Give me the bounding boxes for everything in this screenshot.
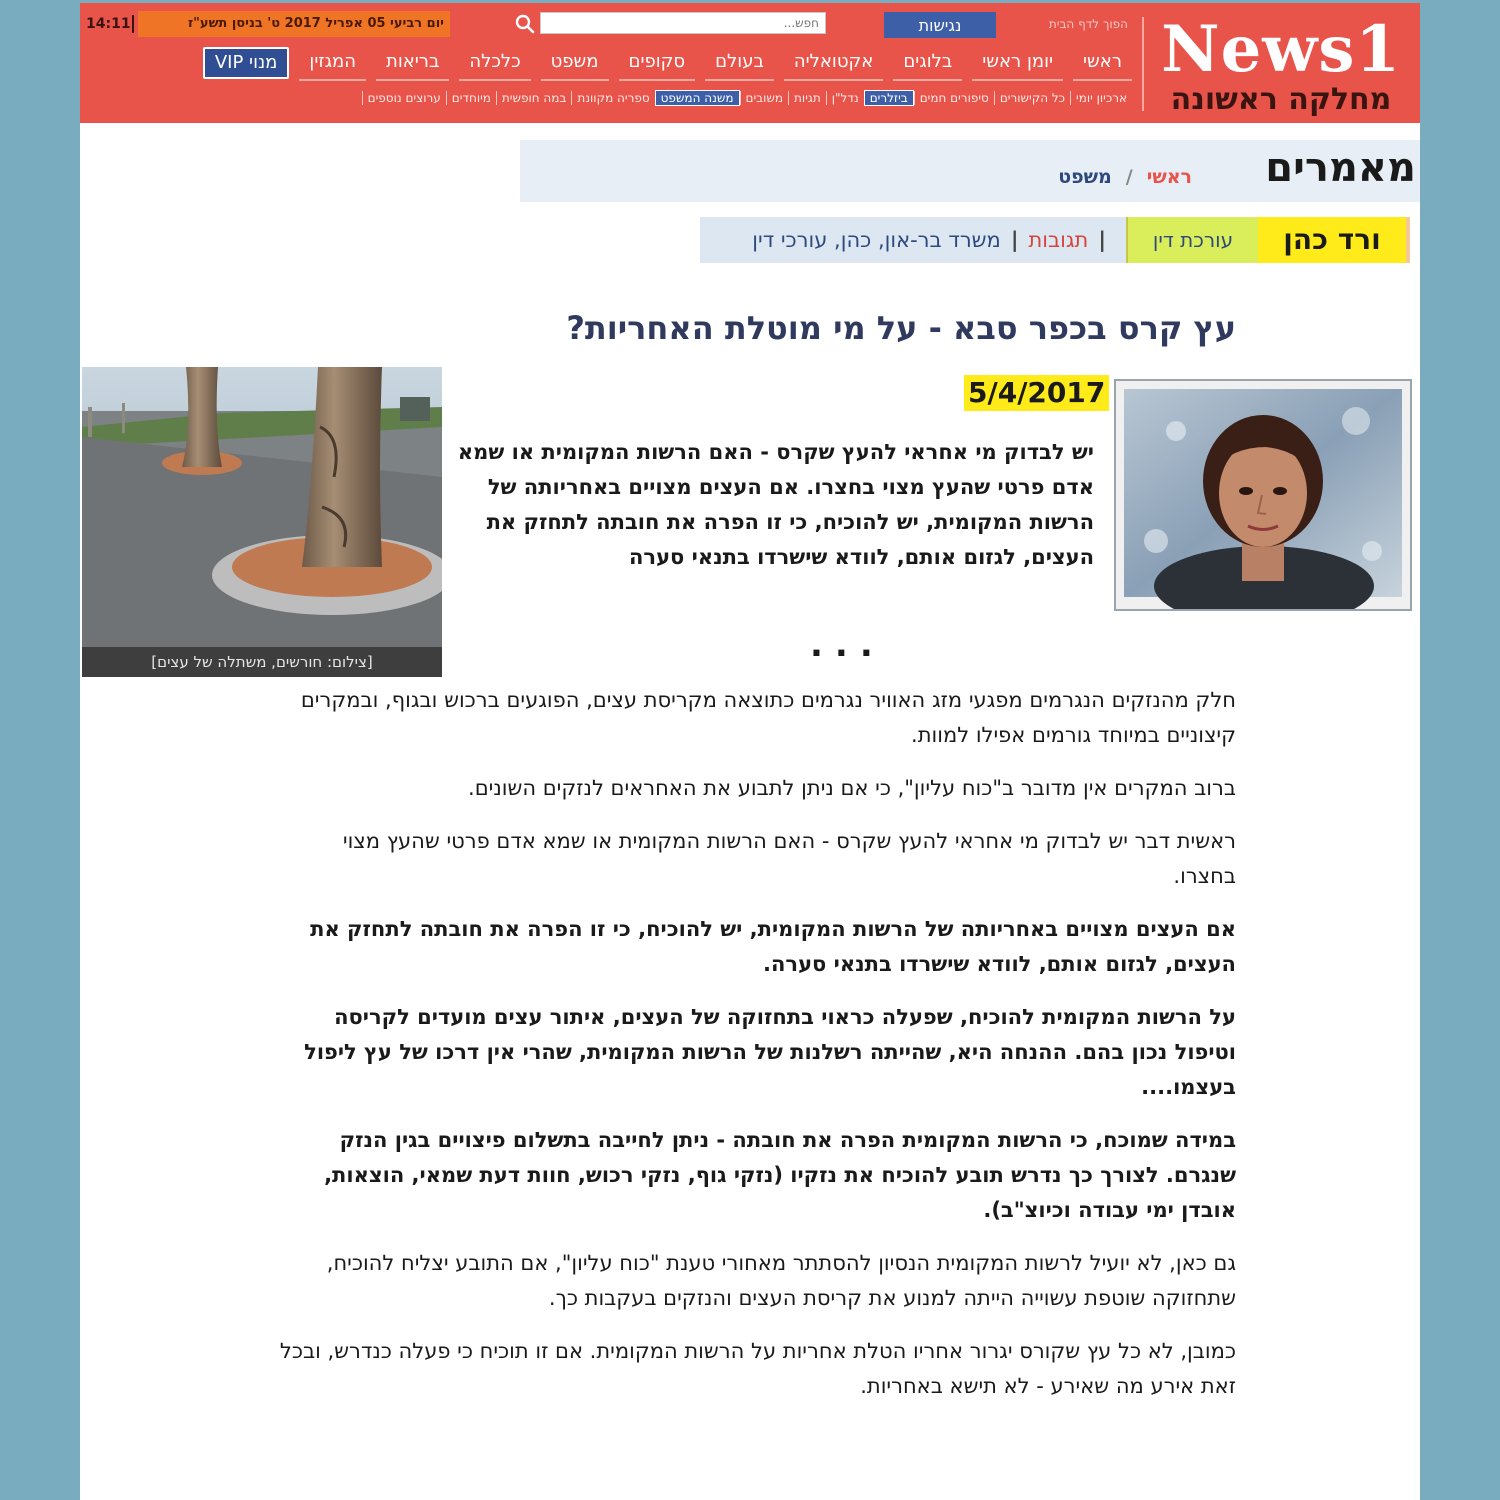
subnav-hot-stories[interactable]: סיפורים חמים <box>914 91 994 105</box>
author-name[interactable]: ורד כהן <box>1258 217 1410 263</box>
set-homepage-link[interactable]: הפוך לדף הבית <box>1048 17 1128 31</box>
logo-tagline: מחלקה ראשונה <box>1170 82 1392 117</box>
subnav-feedback[interactable]: משובים <box>740 91 789 105</box>
nav-item-blogs[interactable]: בלוגים <box>893 47 962 81</box>
site-header <box>80 3 1420 123</box>
subnav-tags[interactable]: תגיות <box>788 91 826 105</box>
author-bar-divider: | <box>1010 228 1019 252</box>
accessibility-button[interactable]: נגישות <box>884 12 996 38</box>
nav-item-vip[interactable]: מנוי VIP <box>203 47 290 79</box>
article-headline: עץ קרס בכפר סבא - על מי מוטלת האחריות? <box>566 309 1236 347</box>
nav-item-economy[interactable]: כלכלה <box>459 47 530 81</box>
subnav-free-stage[interactable]: במה חופשית <box>496 91 571 105</box>
page <box>80 3 1420 1500</box>
nav-item-law[interactable]: משפט <box>541 47 609 81</box>
subnav-more-channels[interactable]: ערוצים נוספים <box>362 91 446 105</box>
separator-dots: ... <box>810 625 885 665</box>
site-logo[interactable] <box>1156 12 1406 117</box>
article-paragraph: על הרשות המקומית להוכיח, שפעלה כראוי בתחזוקה של העצים, איתור עצים מועדים לקריסה וטיפול נכון בהם. ההנחה היא, שהייתה רשלנות של הרשות המקומית, שהרי אין דרכו של עץ ליפול בעצמו.... <box>304 1005 1236 1099</box>
article-body <box>276 683 1236 1422</box>
date-line: יום רביעי 05 אפריל 2017 ט' בניסן תשע"ז <box>138 11 450 37</box>
nav-item-magazine[interactable]: המגזין <box>299 47 366 81</box>
photo-caption: [צילום: חורשים, משתלה של עצים] <box>82 647 442 677</box>
author-photo <box>1114 379 1412 611</box>
author-bar <box>700 217 1410 263</box>
law-firm-link[interactable]: משרד בר-און, כהן, עורכי דין <box>752 228 1001 252</box>
sub-nav <box>88 87 1132 109</box>
breadcrumb-separator: / <box>1125 166 1133 188</box>
author-links <box>752 217 1116 263</box>
breadcrumb <box>1058 166 1192 188</box>
subnav-online-library[interactable]: ספריה מקוונת <box>571 91 654 105</box>
nav-item-scoops[interactable]: סקופים <box>619 47 696 81</box>
article-paragraph: גם כאן, לא יועיל לרשות המקומית הנסיון להסתתר מאחורי טענת "כוח עליון", אם התובע יצליח להוכיח, שתחזוקה שוטפת עשוייה הייתה למנוע את קריסת העצים והנזקים בעקבות כך. <box>326 1251 1236 1310</box>
header-divider <box>1142 17 1144 111</box>
article-paragraph: ראשית דבר יש לבדוק מי אחראי להעץ שקרס - האם הרשות המקומית או שמא אדם פרטי שהעץ מצוי בחצרו. <box>342 829 1236 888</box>
subnav-all-links[interactable]: כל הקישורים <box>994 91 1070 105</box>
responses-link[interactable]: תגובות <box>1028 228 1089 252</box>
breadcrumb-current[interactable]: משפט <box>1058 166 1112 188</box>
subnav-bizlerim[interactable]: ביזלרים <box>864 90 914 106</box>
nav-item-current-affairs[interactable]: אקטואליה <box>784 47 883 81</box>
clock: 14:11 <box>86 16 131 32</box>
nav-item-world[interactable]: בעולם <box>705 47 774 81</box>
nav-item-health[interactable]: בריאות <box>376 47 449 81</box>
nav-item-home[interactable]: ראשי <box>1073 47 1132 81</box>
article-paragraph: במידה שמוכח, כי הרשות המקומית הפרה את חובתה - ניתן לחייבה בתשלום פיצויים בגין הנזק שנגרם. לצורך כך נדרש תובע להוכיח את נזקיו (נזקי גוף, נזקי רכוש, חוות דעת שמאי, הוצאות, אובדן ימי עבודה וכיוצ"ב). <box>324 1128 1236 1222</box>
subnav-law-review[interactable]: משנה המשפט <box>655 90 740 106</box>
subnav-real-estate[interactable]: נדל"ן <box>826 91 864 105</box>
subnav-specials[interactable]: מיוחדים <box>446 91 496 105</box>
clock-divider <box>132 15 134 33</box>
author-bar-divider: | <box>1098 228 1106 252</box>
article-photo <box>82 367 442 677</box>
author-role: עורכת דין <box>1126 217 1258 263</box>
subnav-daily-archive[interactable]: ארכיון יומי <box>1070 91 1132 105</box>
article-paragraph: כמובן, לא כל עץ שקורס יגרור אחריו הטלת אחריות על הרשות המקומית. אם זו תוכיח כי פעלה כנדרש, ובכל זאת אירע מה שאירע - לא תישא באחריות. <box>279 1339 1236 1398</box>
section-title: מאמרים <box>1265 145 1416 191</box>
nav-item-main-diary[interactable]: יומן ראשי <box>972 47 1063 81</box>
article-date: 5/4/2017 <box>964 375 1109 411</box>
search-icon[interactable] <box>514 13 536 35</box>
article-paragraph: חלק מהנזקים הנגרמים מפגעי מזג האוויר נגרמים כתוצאה מקריסת עצים, הפוגעים ברכוש ובגוף, ובמקרים קיצוניים במיוחד גורמים אפילו למוות. <box>300 688 1236 747</box>
article-paragraph: אם העצים מצויים באחריותה של הרשות המקומית, יש להוכיח, כי זו הפרה את חובתה לתחזק את העצים, לגזום אותם, לוודא שישרדו בתנאי סערה. <box>310 917 1236 976</box>
logo-wordmark: News1 <box>1161 12 1401 87</box>
article-lead: יש לבדוק מי אחראי להעץ שקרס - האם הרשות המקומית או שמא אדם פרטי שהעץ מצוי בחצרו. אם העצים מצויים באחריותה של הרשות המקומית, יש להוכיח, כי זו הפרה את חובתה לתחזק את העצים, לגזום אותם, לוודא שישרדו בתנאי סערה <box>457 440 1094 569</box>
breadcrumb-home[interactable]: ראשי <box>1146 166 1192 188</box>
top-bar <box>80 9 1140 39</box>
search-input[interactable] <box>540 12 826 34</box>
main-nav <box>88 47 1132 81</box>
article-paragraph: ברוב המקרים אין מדובר ב"כוח עליון", כי אם ניתן לתבוע את האחראים לנזקים השונים. <box>468 776 1236 800</box>
